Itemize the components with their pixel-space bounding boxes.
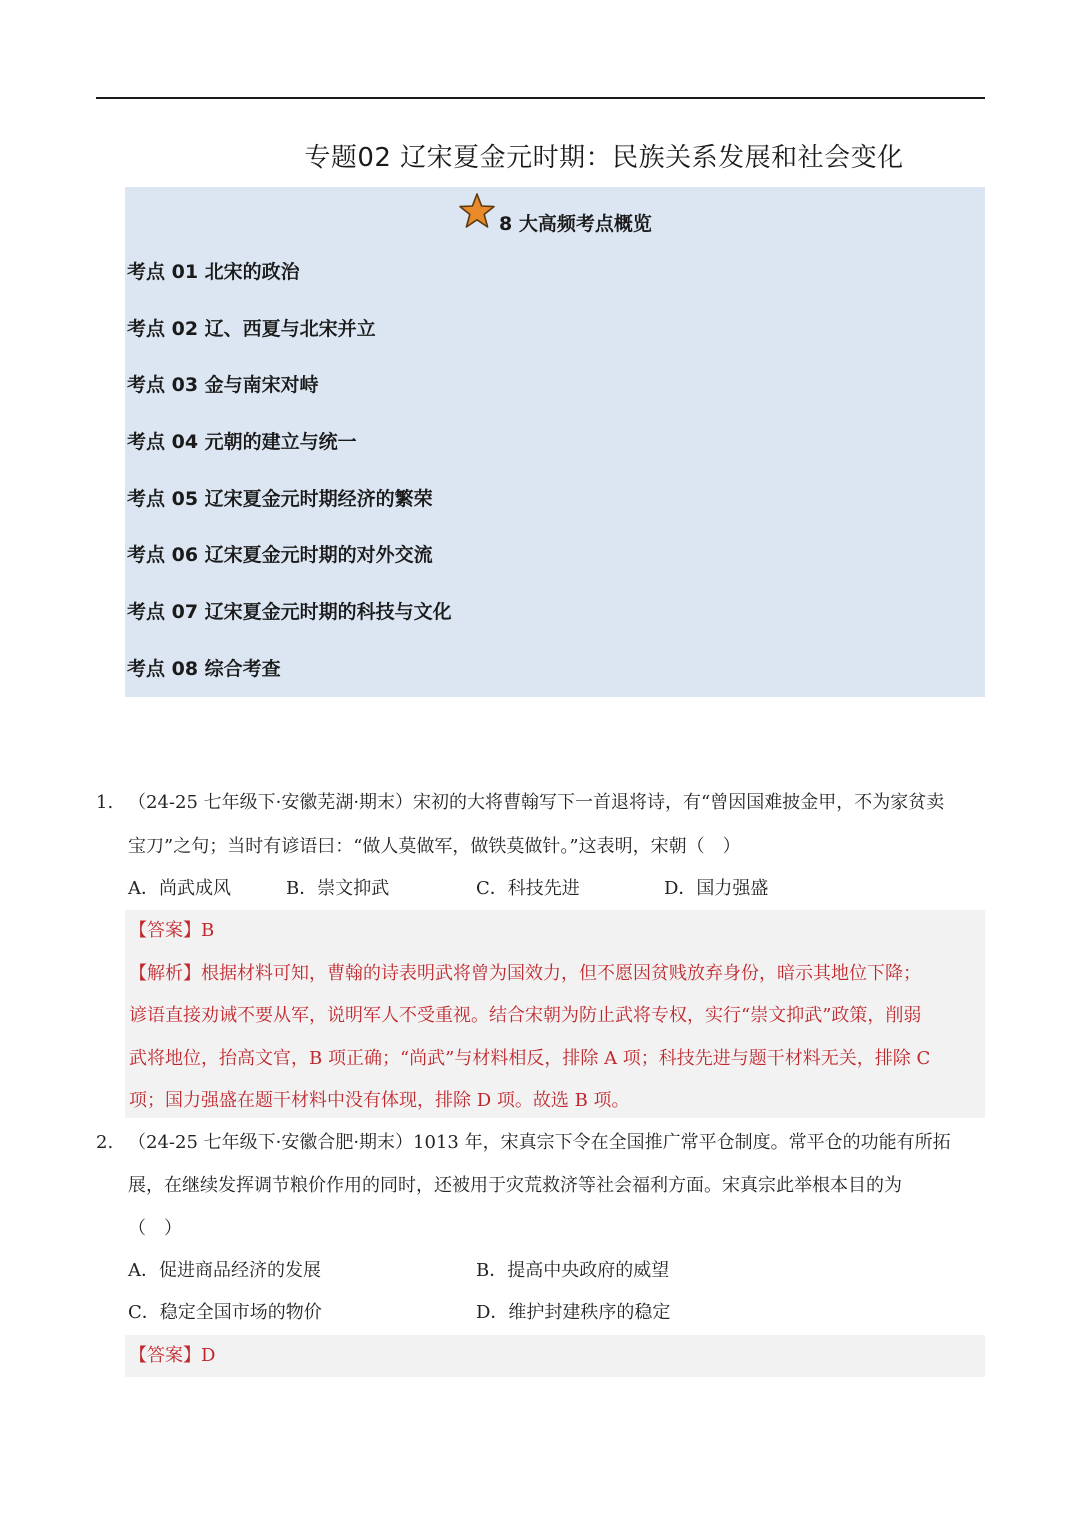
question-text-line: （24-25 七年级下·安徽合肥·期末）1013 年，宋真宗下令在全国推广常平仓制度。常平仓的功能有所拓: [128, 1132, 951, 1153]
overview-heading-text: 8 大高频考点概览: [499, 213, 652, 235]
option-a: A．促进商品经济的发展: [128, 1260, 321, 1281]
topic-item: 考点 04 元朝的建立与统一: [127, 431, 357, 454]
question-text-line: 宝刀”之句；当时有谚语曰：“做人莫做军，做铁莫做针。”这表明，宋朝（ ）: [128, 836, 741, 857]
analysis-line: 项；国力强盛在题干材料中没有体现，排除 D 项。故选 B 项。: [129, 1090, 630, 1111]
analysis-line: 武将地位，抬高文官，B 项正确；“尚武”与材料相反，排除 A 项；科技先进与题干材料无关，排除 C: [129, 1048, 931, 1069]
topic-list: [127, 257, 452, 711]
header-rule: [96, 97, 985, 99]
analysis-line: 谚语直接劝诫不要从军，说明军人不受重视。结合宋朝为防止武将专权，实行“崇文抑武”政策，削弱: [129, 1005, 922, 1026]
answer-text: 【答案】B: [129, 920, 215, 941]
answer-text: 【答案】D: [129, 1345, 216, 1366]
question-text-line: （24-25 七年级下·安徽芜湖·期末）宋初的大将曹翰写下一首退将诗，有“曾因国难披金甲，不为家贫卖: [128, 792, 945, 813]
option-a: A．尚武成风: [128, 878, 231, 899]
page-title: 专题02 辽宋夏金元时期：民族关系发展和社会变化: [304, 143, 904, 173]
topic-item: 考点 03 金与南宋对峙: [127, 374, 319, 397]
option-c: C．科技先进: [476, 878, 580, 899]
option-b: B．提高中央政府的威望: [476, 1260, 670, 1281]
topic-item: 考点 06 辽宋夏金元时期的对外交流: [127, 544, 433, 567]
option-d: D．维护封建秩序的稳定: [476, 1302, 671, 1323]
star-icon: [458, 192, 496, 230]
overview-box: [125, 187, 985, 697]
option-b: B．崇文抑武: [286, 878, 390, 899]
overview-heading: [125, 187, 985, 257]
option-c: C．稳定全国市场的物价: [128, 1302, 322, 1323]
topic-item: 考点 07 辽宋夏金元时期的科技与文化: [127, 601, 452, 624]
question-2: [96, 1129, 986, 1339]
question-number: 1.: [96, 792, 114, 813]
question-text-line: （ ）: [128, 1218, 182, 1239]
question-1: [96, 789, 986, 909]
option-d: D．国力强盛: [664, 878, 769, 899]
topic-item: 考点 08 综合考查: [127, 657, 281, 680]
question-number: 2.: [96, 1132, 114, 1153]
answer-box-1: [125, 910, 985, 1118]
answer-box-2: [125, 1335, 985, 1377]
analysis-line: 【解析】根据材料可知，曹翰的诗表明武将曾为国效力，但不愿因贫贱放弃身份，暗示其地位下降；: [129, 963, 921, 984]
topic-item: 考点 01 北宋的政治: [127, 261, 300, 283]
question-text-line: 展，在继续发挥调节粮价作用的同时，还被用于灾荒救济等社会福利方面。宋真宗此举根本目的为: [128, 1175, 902, 1196]
topic-item: 考点 02 辽、西夏与北宋并立: [127, 317, 376, 340]
topic-item: 考点 05 辽宋夏金元时期经济的繁荣: [127, 487, 433, 510]
